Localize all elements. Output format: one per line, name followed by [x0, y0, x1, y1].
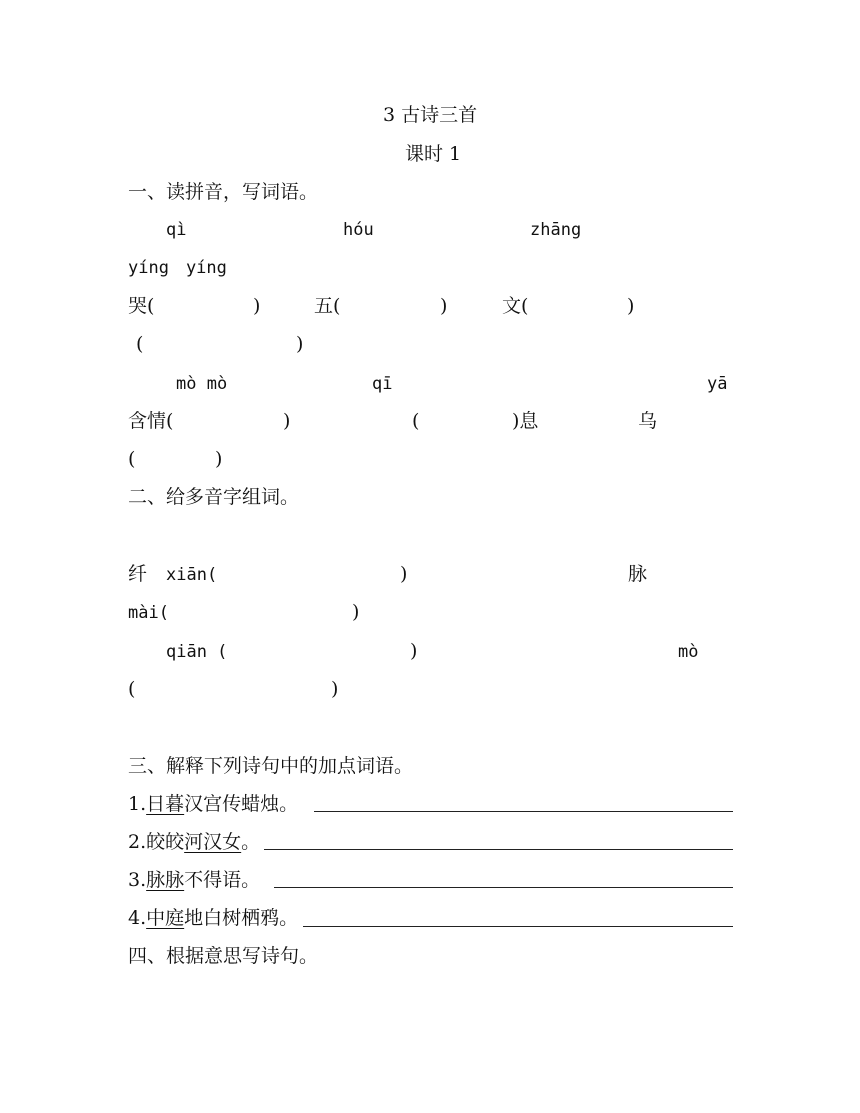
page-subtitle: 课时 1 — [405, 143, 462, 165]
question-keyword: 中庭 — [146, 907, 185, 929]
word-xi-close: )息 — [512, 410, 539, 432]
pinyin-zhang: zhāng — [530, 220, 582, 240]
answer-line-2[interactable] — [264, 849, 733, 850]
polyphone-char-mai: 脉 — [628, 563, 648, 585]
question-3 — [128, 869, 260, 891]
pinyin-mo: mò — [678, 642, 699, 662]
word-wen-close: ) — [627, 295, 635, 317]
pinyin-yingying: yíng yíng — [128, 258, 227, 278]
section2-heading: 二、给多音字组词。 — [128, 486, 300, 508]
blank-ya-open: ( — [128, 448, 136, 470]
question-keyword: 脉脉 — [146, 869, 185, 891]
answer-line-1[interactable] — [314, 811, 733, 812]
word-wu-close: ) — [440, 295, 448, 317]
pinyin-mai: mài( — [128, 603, 169, 623]
paren-mo-close: ) — [331, 678, 339, 700]
paren-mai-close: ) — [352, 601, 360, 623]
pinyin-qi: qì — [166, 220, 187, 240]
word-ku-close: ) — [253, 295, 261, 317]
question-1 — [128, 793, 298, 815]
question-num: 1. — [128, 793, 147, 815]
pinyin-xian: xiān( — [166, 565, 218, 585]
question-keyword: 河汉女 — [184, 831, 242, 853]
page-title: 3 古诗三首 — [383, 104, 478, 126]
question-text: 皎皎 — [146, 831, 185, 853]
answer-line-3[interactable] — [274, 887, 733, 888]
word-hanqing-close: ) — [283, 410, 291, 432]
question-keyword: 日暮 — [146, 793, 185, 815]
question-text: 不得语。 — [184, 869, 261, 891]
word-xi-open: ( — [412, 410, 420, 432]
question-text: 地白树栖鸦。 — [184, 907, 299, 929]
word-hanqing-open: 含情( — [128, 410, 174, 432]
blank-yingying-open: ( — [136, 333, 144, 355]
paren-xian-close: ) — [400, 563, 408, 585]
polyphone-char-xian: 纤 — [128, 563, 148, 585]
word-wen-open: 文( — [502, 295, 529, 317]
question-text: 。 — [241, 831, 261, 853]
pinyin-hou: hóu — [343, 220, 374, 240]
question-text: 汉宫传蜡烛。 — [184, 793, 299, 815]
word-ku-open: 哭( — [128, 295, 155, 317]
question-num: 2. — [128, 831, 147, 853]
paren-mo-open: ( — [128, 678, 136, 700]
word-wu-crow: 乌 — [638, 410, 658, 432]
pinyin-qi2: qī — [372, 374, 393, 394]
section4-heading: 四、根据意思写诗句。 — [128, 945, 319, 967]
answer-line-4[interactable] — [303, 926, 733, 927]
pinyin-ya: yā — [707, 374, 728, 394]
pinyin-qian: qiān ( — [166, 642, 228, 662]
question-2 — [128, 831, 260, 853]
section3-heading: 三、解释下列诗句中的加点词语。 — [128, 755, 414, 777]
blank-ya-close: ) — [215, 448, 223, 470]
question-4 — [128, 907, 298, 929]
word-wu-open: 五( — [314, 295, 341, 317]
section1-heading: 一、读拼音，写词语。 — [128, 181, 319, 203]
question-num: 4. — [128, 907, 147, 929]
pinyin-momo: mò mò — [176, 374, 228, 394]
paren-qian-close: ) — [410, 640, 418, 662]
blank-yingying-close: ) — [296, 333, 304, 355]
question-num: 3. — [128, 869, 147, 891]
